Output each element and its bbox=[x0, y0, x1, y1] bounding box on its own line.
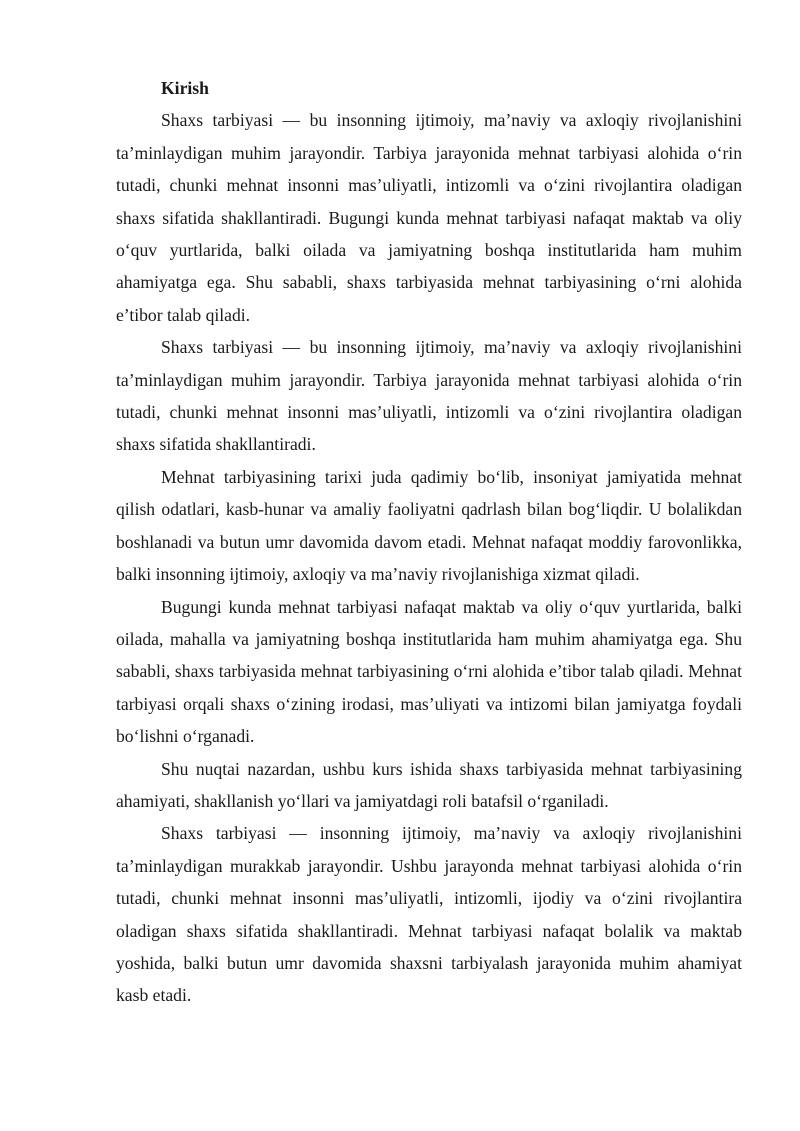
section-heading: Kirish bbox=[161, 78, 209, 98]
paragraph-5: Shu nuqtai nazardan, ushbu kurs ishida shaxs tarbiyasida mehnat tarbiyasining ahamiyati, shakllanish yo‘llari va jamiyatdagi roli batafsil o‘rganiladi. bbox=[116, 758, 742, 811]
paragraph-1: Shaxs tarbiyasi — bu insonning ijtimoiy, ma’naviy va axloqiy rivojlanishini ta’minlaydigan muhim jarayondir. Tarbiya jarayonida mehnat tarbiyasi alohida o‘rin tutadi, chunki mehnat insonni mas’uliyatli, intizomli va o‘zini rivojlantira oladigan shaxs sifatida shakllantiradi. Bugungi kunda mehnat tarbiyasi nafaqat maktab va oliy o‘quv yurtlarida, balki oilada va jamiyatning boshqa institutlarida ham muhim ahamiyatga ega. Shu sababli, shaxs tarbiyasida mehnat tarbiyasining o‘rni alohida e’tibor talab qiladi. bbox=[116, 110, 742, 325]
paragraph-2: Shaxs tarbiyasi — bu insonning ijtimoiy, ma’naviy va axloqiy rivojlanishini ta’minlaydigan muhim jarayondir. Tarbiya jarayonida mehnat tarbiyasi alohida o‘rin tutadi, chunki mehnat insonni mas’uliyatli, intizomli va o‘zini rivojlantira oladigan shaxs sifatida shakllantiradi. bbox=[116, 337, 742, 455]
paragraph-3: Mehnat tarbiyasining tarixi juda qadimiy bo‘lib, insoniyat jamiyatida mehnat qilish odatlari, kasb-hunar va amaliy faoliyatni qadrlash bilan bog‘liqdir. U bolalikdan boshlanadi va butun umr davomida davom etadi. Mehnat nafaqat moddiy farovonlikka, balki insonning ijtimoiy, axloqiy va ma’naviy rivojlanishiga xizmat qiladi. bbox=[116, 466, 742, 585]
paragraph-4: Bugungi kunda mehnat tarbiyasi nafaqat maktab va oliy o‘quv yurtlarida, balki oilada, mahalla va jamiyatning boshqa institutlarida ham muhim ahamiyatga ega. Shu sababli, shaxs tarbiyasida mehnat tarbiyasining o‘rni alohida e’tibor talab qiladi. Mehnat tarbiyasi orqali shaxs o‘zining irodasi, mas’uliyati va intizomi bilan jamiyatga foydali bo‘lishni o‘rganadi. bbox=[116, 596, 742, 747]
document-page bbox=[116, 72, 742, 1012]
paragraph-6: Shaxs tarbiyasi — insonning ijtimoiy, ma’naviy va axloqiy rivojlanishini ta’minlaydigan murakkab jarayondir. Ushbu jarayonda mehnat tarbiyasi alohida o‘rin tutadi, chunki mehnat insonni mas’uliyatli, intizomli, ijodiy va o‘zini rivojlantira oladigan shaxs sifatida shakllantiradi. Mehnat tarbiyasi nafaqat bolalik va maktab yoshida, balki butun umr davomida shaxsni tarbiyalash jarayonida muhim ahamiyat kasb etadi. bbox=[116, 823, 742, 1006]
